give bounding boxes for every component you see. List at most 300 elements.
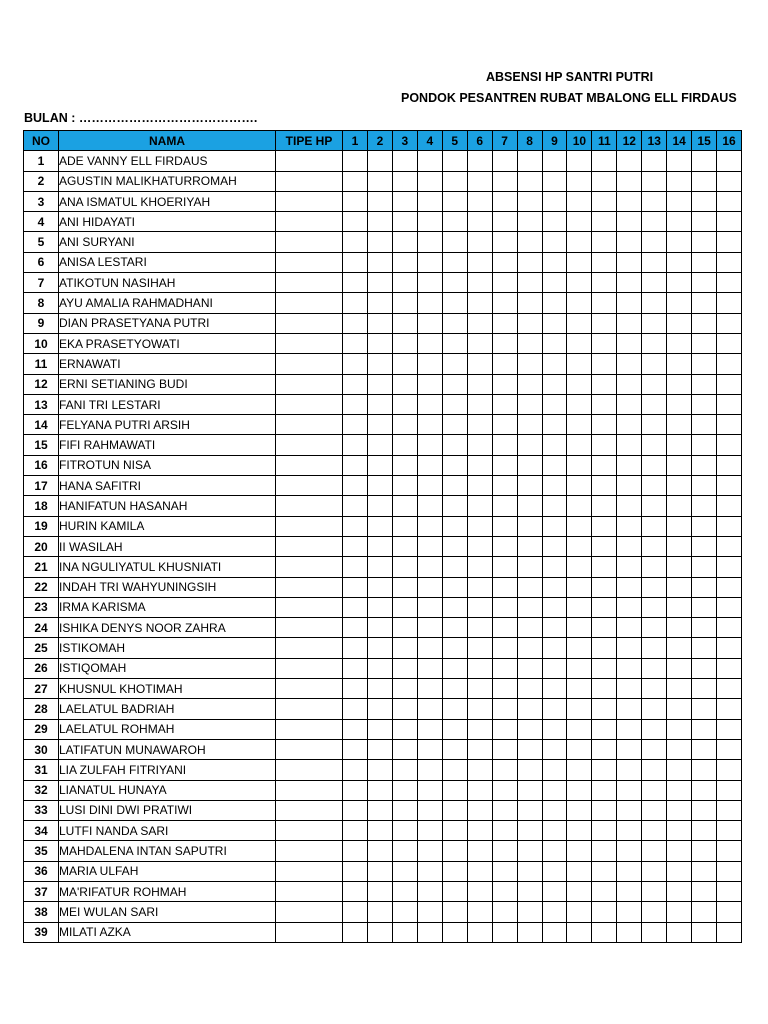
table-row bbox=[24, 658, 742, 678]
attendance-cell bbox=[692, 333, 717, 353]
attendance-cell bbox=[667, 516, 692, 536]
attendance-cell bbox=[492, 374, 517, 394]
attendance-cell bbox=[717, 597, 742, 617]
attendance-cell bbox=[592, 881, 617, 901]
attendance-cell bbox=[567, 841, 592, 861]
attendance-cell bbox=[467, 760, 492, 780]
row-number: 14 bbox=[24, 415, 59, 435]
attendance-cell bbox=[567, 922, 592, 942]
attendance-cell bbox=[517, 394, 542, 414]
row-number: 19 bbox=[24, 516, 59, 536]
attendance-cell bbox=[392, 191, 417, 211]
attendance-cell bbox=[567, 496, 592, 516]
table-row bbox=[24, 415, 742, 435]
attendance-cell bbox=[592, 658, 617, 678]
attendance-cell bbox=[517, 232, 542, 252]
phone-type-cell bbox=[276, 171, 343, 191]
student-name: ISHIKA DENYS NOOR ZAHRA bbox=[59, 618, 276, 638]
attendance-cell bbox=[692, 455, 717, 475]
attendance-cell bbox=[417, 739, 442, 759]
attendance-cell bbox=[592, 374, 617, 394]
attendance-cell bbox=[717, 881, 742, 901]
attendance-cell bbox=[417, 313, 442, 333]
row-number: 16 bbox=[24, 455, 59, 475]
attendance-cell bbox=[517, 699, 542, 719]
attendance-cell bbox=[417, 821, 442, 841]
attendance-cell bbox=[592, 719, 617, 739]
attendance-cell bbox=[592, 699, 617, 719]
attendance-cell bbox=[692, 374, 717, 394]
attendance-cell bbox=[417, 354, 442, 374]
column-header: TIPE HP bbox=[276, 131, 343, 151]
attendance-cell bbox=[542, 597, 567, 617]
attendance-cell bbox=[617, 476, 642, 496]
attendance-cell bbox=[592, 861, 617, 881]
table-row bbox=[24, 151, 742, 171]
attendance-cell bbox=[417, 618, 442, 638]
attendance-cell bbox=[667, 354, 692, 374]
attendance-cell bbox=[642, 191, 667, 211]
attendance-cell bbox=[642, 151, 667, 171]
attendance-cell bbox=[467, 252, 492, 272]
attendance-cell bbox=[667, 739, 692, 759]
row-number: 28 bbox=[24, 699, 59, 719]
attendance-cell bbox=[343, 394, 368, 414]
phone-type-cell bbox=[276, 658, 343, 678]
attendance-cell bbox=[517, 476, 542, 496]
phone-type-cell bbox=[276, 577, 343, 597]
attendance-cell bbox=[492, 861, 517, 881]
attendance-cell bbox=[592, 394, 617, 414]
phone-type-cell bbox=[276, 699, 343, 719]
attendance-cell bbox=[417, 191, 442, 211]
attendance-cell bbox=[467, 658, 492, 678]
table-row bbox=[24, 516, 742, 536]
attendance-cell bbox=[367, 800, 392, 820]
attendance-cell bbox=[517, 658, 542, 678]
attendance-cell bbox=[367, 658, 392, 678]
attendance-cell bbox=[717, 618, 742, 638]
attendance-cell bbox=[592, 577, 617, 597]
column-header: 1 bbox=[343, 131, 368, 151]
attendance-cell bbox=[617, 496, 642, 516]
row-number: 4 bbox=[24, 212, 59, 232]
attendance-cell bbox=[617, 333, 642, 353]
table-row bbox=[24, 699, 742, 719]
attendance-cell bbox=[667, 841, 692, 861]
attendance-cell bbox=[392, 861, 417, 881]
attendance-cell bbox=[392, 415, 417, 435]
attendance-cell bbox=[442, 597, 467, 617]
phone-type-cell bbox=[276, 455, 343, 475]
phone-type-cell bbox=[276, 435, 343, 455]
attendance-cell bbox=[592, 597, 617, 617]
attendance-cell bbox=[492, 760, 517, 780]
attendance-cell bbox=[517, 151, 542, 171]
attendance-cell bbox=[343, 780, 368, 800]
attendance-cell bbox=[667, 679, 692, 699]
row-number: 7 bbox=[24, 273, 59, 293]
attendance-cell bbox=[642, 618, 667, 638]
attendance-cell bbox=[567, 800, 592, 820]
row-number: 13 bbox=[24, 394, 59, 414]
student-name: FITROTUN NISA bbox=[59, 455, 276, 475]
attendance-cell bbox=[367, 557, 392, 577]
attendance-cell bbox=[617, 394, 642, 414]
attendance-cell bbox=[517, 881, 542, 901]
attendance-cell bbox=[343, 191, 368, 211]
attendance-cell bbox=[417, 760, 442, 780]
attendance-cell bbox=[392, 496, 417, 516]
attendance-cell bbox=[542, 739, 567, 759]
attendance-cell bbox=[692, 354, 717, 374]
attendance-cell bbox=[417, 232, 442, 252]
column-header: 4 bbox=[417, 131, 442, 151]
attendance-cell bbox=[642, 536, 667, 556]
attendance-cell bbox=[367, 191, 392, 211]
attendance-cell bbox=[542, 618, 567, 638]
phone-type-cell bbox=[276, 536, 343, 556]
attendance-cell bbox=[442, 333, 467, 353]
attendance-cell bbox=[492, 557, 517, 577]
attendance-cell bbox=[717, 191, 742, 211]
attendance-cell bbox=[442, 679, 467, 699]
row-number: 24 bbox=[24, 618, 59, 638]
attendance-cell bbox=[642, 760, 667, 780]
attendance-cell bbox=[692, 821, 717, 841]
attendance-cell bbox=[542, 435, 567, 455]
attendance-cell bbox=[642, 313, 667, 333]
attendance-cell bbox=[717, 679, 742, 699]
attendance-cell bbox=[642, 922, 667, 942]
table-row bbox=[24, 638, 742, 658]
attendance-cell bbox=[667, 861, 692, 881]
attendance-cell bbox=[467, 557, 492, 577]
attendance-cell bbox=[567, 638, 592, 658]
attendance-cell bbox=[542, 191, 567, 211]
row-number: 5 bbox=[24, 232, 59, 252]
attendance-cell bbox=[617, 232, 642, 252]
attendance-cell bbox=[617, 273, 642, 293]
attendance-cell bbox=[642, 902, 667, 922]
attendance-cell bbox=[642, 780, 667, 800]
attendance-cell bbox=[717, 922, 742, 942]
attendance-cell bbox=[367, 760, 392, 780]
row-number: 38 bbox=[24, 902, 59, 922]
attendance-cell bbox=[542, 476, 567, 496]
attendance-cell bbox=[642, 354, 667, 374]
attendance-cell bbox=[592, 476, 617, 496]
attendance-cell bbox=[467, 415, 492, 435]
month-field-label: BULAN : ……………………………………. bbox=[24, 111, 258, 125]
attendance-cell bbox=[442, 800, 467, 820]
attendance-cell bbox=[642, 212, 667, 232]
attendance-cell bbox=[617, 597, 642, 617]
attendance-cell bbox=[492, 881, 517, 901]
attendance-cell bbox=[567, 394, 592, 414]
row-number: 22 bbox=[24, 577, 59, 597]
attendance-cell bbox=[617, 415, 642, 435]
attendance-cell bbox=[517, 800, 542, 820]
attendance-cell bbox=[442, 739, 467, 759]
attendance-cell bbox=[492, 841, 517, 861]
attendance-cell bbox=[692, 536, 717, 556]
attendance-cell bbox=[717, 861, 742, 881]
attendance-cell bbox=[592, 191, 617, 211]
attendance-cell bbox=[617, 638, 642, 658]
attendance-cell bbox=[492, 455, 517, 475]
table-row bbox=[24, 313, 742, 333]
attendance-cell bbox=[367, 476, 392, 496]
attendance-cell bbox=[517, 577, 542, 597]
column-header: 2 bbox=[367, 131, 392, 151]
attendance-cell bbox=[467, 922, 492, 942]
attendance-cell bbox=[367, 212, 392, 232]
attendance-cell bbox=[592, 922, 617, 942]
attendance-cell bbox=[442, 638, 467, 658]
student-name: ERNI SETIANING BUDI bbox=[59, 374, 276, 394]
attendance-cell bbox=[417, 496, 442, 516]
row-number: 34 bbox=[24, 821, 59, 841]
attendance-cell bbox=[492, 638, 517, 658]
phone-type-cell bbox=[276, 780, 343, 800]
attendance-cell bbox=[617, 679, 642, 699]
table-row bbox=[24, 861, 742, 881]
attendance-cell bbox=[567, 333, 592, 353]
attendance-cell bbox=[392, 273, 417, 293]
attendance-cell bbox=[343, 232, 368, 252]
table-row bbox=[24, 780, 742, 800]
attendance-cell bbox=[417, 293, 442, 313]
attendance-cell bbox=[442, 476, 467, 496]
attendance-cell bbox=[367, 313, 392, 333]
attendance-cell bbox=[692, 435, 717, 455]
attendance-cell bbox=[392, 679, 417, 699]
attendance-cell bbox=[517, 293, 542, 313]
attendance-cell bbox=[492, 252, 517, 272]
attendance-cell bbox=[343, 739, 368, 759]
attendance-cell bbox=[492, 171, 517, 191]
attendance-cell bbox=[667, 922, 692, 942]
attendance-cell bbox=[343, 577, 368, 597]
table-row bbox=[24, 435, 742, 455]
attendance-cell bbox=[717, 821, 742, 841]
attendance-cell bbox=[467, 435, 492, 455]
attendance-cell bbox=[617, 374, 642, 394]
attendance-cell bbox=[717, 902, 742, 922]
attendance-cell bbox=[567, 232, 592, 252]
attendance-cell bbox=[692, 273, 717, 293]
phone-type-cell bbox=[276, 881, 343, 901]
student-name: FELYANA PUTRI ARSIH bbox=[59, 415, 276, 435]
attendance-cell bbox=[667, 151, 692, 171]
phone-type-cell bbox=[276, 597, 343, 617]
attendance-cell bbox=[467, 171, 492, 191]
student-name: II WASILAH bbox=[59, 536, 276, 556]
table-row bbox=[24, 394, 742, 414]
attendance-cell bbox=[692, 212, 717, 232]
attendance-cell bbox=[367, 699, 392, 719]
attendance-cell bbox=[517, 354, 542, 374]
attendance-cell bbox=[442, 760, 467, 780]
attendance-cell bbox=[617, 719, 642, 739]
attendance-cell bbox=[542, 171, 567, 191]
student-name: KHUSNUL KHOTIMAH bbox=[59, 679, 276, 699]
attendance-cell bbox=[667, 902, 692, 922]
attendance-cell bbox=[567, 455, 592, 475]
phone-type-cell bbox=[276, 273, 343, 293]
attendance-cell bbox=[442, 821, 467, 841]
attendance-cell bbox=[442, 658, 467, 678]
attendance-cell bbox=[367, 435, 392, 455]
phone-type-cell bbox=[276, 354, 343, 374]
attendance-cell bbox=[642, 699, 667, 719]
row-number: 17 bbox=[24, 476, 59, 496]
attendance-cell bbox=[667, 293, 692, 313]
attendance-cell bbox=[667, 232, 692, 252]
attendance-cell bbox=[392, 638, 417, 658]
table-row bbox=[24, 191, 742, 211]
attendance-cell bbox=[617, 658, 642, 678]
table-row bbox=[24, 171, 742, 191]
attendance-cell bbox=[667, 496, 692, 516]
attendance-cell bbox=[517, 719, 542, 739]
attendance-cell bbox=[417, 800, 442, 820]
attendance-cell bbox=[592, 516, 617, 536]
attendance-cell bbox=[492, 212, 517, 232]
table-row bbox=[24, 902, 742, 922]
attendance-cell bbox=[517, 536, 542, 556]
attendance-cell bbox=[417, 922, 442, 942]
attendance-cell bbox=[692, 516, 717, 536]
attendance-cell bbox=[492, 536, 517, 556]
phone-type-cell bbox=[276, 394, 343, 414]
attendance-cell bbox=[417, 881, 442, 901]
attendance-cell bbox=[542, 293, 567, 313]
attendance-cell bbox=[392, 577, 417, 597]
attendance-cell bbox=[542, 516, 567, 536]
student-name: LIA ZULFAH FITRIYANI bbox=[59, 760, 276, 780]
attendance-cell bbox=[392, 333, 417, 353]
attendance-cell bbox=[417, 577, 442, 597]
attendance-cell bbox=[467, 374, 492, 394]
attendance-cell bbox=[367, 374, 392, 394]
student-name: EKA PRASETYOWATI bbox=[59, 333, 276, 353]
phone-type-cell bbox=[276, 415, 343, 435]
attendance-cell bbox=[343, 861, 368, 881]
attendance-cell bbox=[442, 881, 467, 901]
row-number: 39 bbox=[24, 922, 59, 942]
attendance-cell bbox=[717, 760, 742, 780]
attendance-cell bbox=[567, 658, 592, 678]
attendance-cell bbox=[642, 435, 667, 455]
attendance-cell bbox=[492, 415, 517, 435]
attendance-cell bbox=[642, 293, 667, 313]
attendance-cell bbox=[617, 435, 642, 455]
attendance-cell bbox=[542, 861, 567, 881]
attendance-cell bbox=[592, 821, 617, 841]
attendance-cell bbox=[492, 151, 517, 171]
attendance-cell bbox=[717, 557, 742, 577]
attendance-cell bbox=[542, 252, 567, 272]
attendance-cell bbox=[567, 577, 592, 597]
student-name: MARIA ULFAH bbox=[59, 861, 276, 881]
attendance-cell bbox=[717, 374, 742, 394]
row-number: 1 bbox=[24, 151, 59, 171]
attendance-cell bbox=[492, 739, 517, 759]
attendance-cell bbox=[542, 212, 567, 232]
attendance-cell bbox=[592, 151, 617, 171]
attendance-cell bbox=[667, 658, 692, 678]
attendance-cell bbox=[417, 455, 442, 475]
attendance-cell bbox=[367, 516, 392, 536]
attendance-cell bbox=[417, 415, 442, 435]
table-row bbox=[24, 719, 742, 739]
attendance-cell bbox=[692, 496, 717, 516]
attendance-cell bbox=[442, 699, 467, 719]
attendance-cell bbox=[717, 313, 742, 333]
table-row bbox=[24, 374, 742, 394]
attendance-cell bbox=[343, 313, 368, 333]
attendance-cell bbox=[343, 922, 368, 942]
attendance-cell bbox=[467, 273, 492, 293]
attendance-cell bbox=[492, 821, 517, 841]
attendance-cell bbox=[692, 739, 717, 759]
attendance-cell bbox=[392, 212, 417, 232]
attendance-cell bbox=[567, 760, 592, 780]
attendance-cell bbox=[667, 719, 692, 739]
attendance-cell bbox=[492, 780, 517, 800]
attendance-cell bbox=[442, 273, 467, 293]
student-name: HURIN KAMILA bbox=[59, 516, 276, 536]
attendance-cell bbox=[567, 902, 592, 922]
attendance-cell bbox=[567, 252, 592, 272]
attendance-cell bbox=[692, 394, 717, 414]
attendance-cell bbox=[692, 171, 717, 191]
column-header: NO bbox=[24, 131, 59, 151]
table-row bbox=[24, 496, 742, 516]
attendance-cell bbox=[567, 273, 592, 293]
attendance-cell bbox=[517, 597, 542, 617]
attendance-cell bbox=[467, 780, 492, 800]
attendance-cell bbox=[442, 191, 467, 211]
attendance-cell bbox=[717, 435, 742, 455]
attendance-cell bbox=[542, 699, 567, 719]
attendance-cell bbox=[667, 638, 692, 658]
attendance-cell bbox=[517, 760, 542, 780]
attendance-cell bbox=[617, 212, 642, 232]
attendance-cell bbox=[392, 902, 417, 922]
attendance-cell bbox=[567, 191, 592, 211]
student-name: LIANATUL HUNAYA bbox=[59, 780, 276, 800]
table-row bbox=[24, 597, 742, 617]
table-row bbox=[24, 679, 742, 699]
attendance-cell bbox=[492, 232, 517, 252]
attendance-cell bbox=[667, 476, 692, 496]
attendance-cell bbox=[667, 171, 692, 191]
row-number: 18 bbox=[24, 496, 59, 516]
phone-type-cell bbox=[276, 212, 343, 232]
attendance-cell bbox=[617, 780, 642, 800]
attendance-cell bbox=[367, 151, 392, 171]
attendance-cell bbox=[343, 171, 368, 191]
attendance-cell bbox=[617, 881, 642, 901]
student-name: ANISA LESTARI bbox=[59, 252, 276, 272]
attendance-cell bbox=[617, 800, 642, 820]
attendance-cell bbox=[642, 171, 667, 191]
attendance-cell bbox=[343, 415, 368, 435]
attendance-cell bbox=[417, 252, 442, 272]
